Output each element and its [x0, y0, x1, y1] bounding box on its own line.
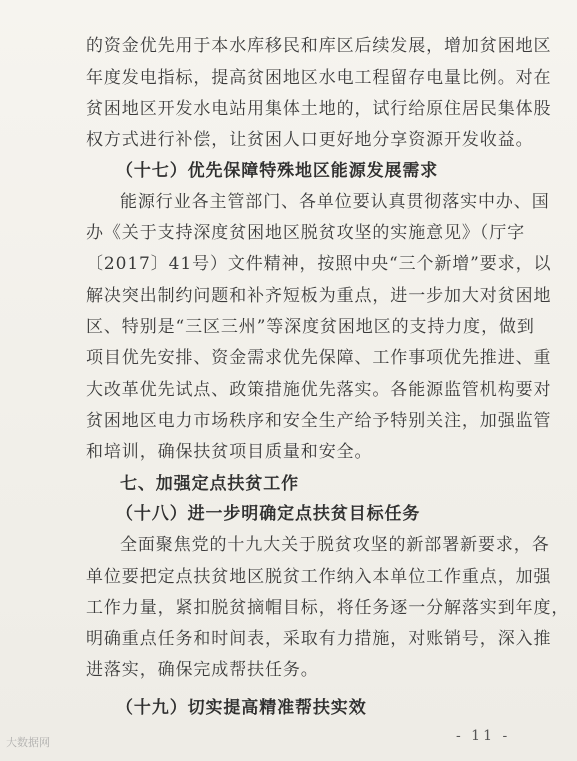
line-text: 进落实，确保完成帮扶任务。 — [86, 660, 319, 680]
line-text: 贫困地区电力市场秩序和安全生产给予特别关注，加强监管 — [86, 411, 552, 431]
page-number: - 11 - — [456, 728, 511, 744]
line-text: 贫困地区开发水电站用集体土地的，试行给原住居民集体股 — [86, 99, 552, 119]
line-text: 权方式进行补偿，让贫困人口更好地分享资源开发收益。 — [86, 130, 534, 150]
line-text: 的资金优先用于本水库移民和库区后续发展，增加贫困地区 — [86, 36, 552, 56]
watermark: 大数据网 — [6, 736, 50, 749]
heading-text: 七、加强定点扶贫工作 — [120, 474, 299, 494]
line-text: 项目优先安排、资金需求优先保障、工作事项优先推进、重 — [86, 348, 552, 368]
heading-text: （十七）优先保障特殊地区能源发展需求 — [116, 161, 439, 181]
line-text: 办《关于支持深度贫困地区脱贫攻坚的实施意见》（厅字 — [86, 223, 525, 243]
line-text: 全面聚焦党的十九大关于脱贫攻坚的新部署新要求，各 — [120, 535, 550, 555]
line-text: 区、特别是“三区三州”等深度贫困地区的支持力度，做到 — [86, 317, 535, 337]
heading-text: （十八）进一步明确定点扶贫目标任务 — [116, 504, 421, 524]
line-text: 和培训，确保扶贫项目质量和安全。 — [86, 442, 373, 462]
line-text: 工作力量，紧扣脱贫摘帽目标，将任务逐一分解落实到年度， — [86, 598, 570, 618]
heading-text: （十九）切实提高精准帮扶实效 — [116, 698, 367, 718]
line-text: 年度发电指标，提高贫困地区水电工程留存电量比例。对在 — [86, 68, 552, 88]
line-text: 大改革优先试点、政策措施优先落实。各能源监管机构要对 — [86, 380, 552, 400]
line-text: 能源行业各主管部门、各单位要认真贯彻落实中办、国 — [120, 192, 550, 212]
line-text: 〔2017〕41号）文件精神，按照中央“三个新增”要求，以 — [86, 254, 552, 274]
line-text: 明确重点任务和时间表，采取有力措施，对账销号，深入推 — [86, 629, 552, 649]
line-text: 单位要把定点扶贫地区脱贫工作纳入本单位工作重点，加强 — [86, 567, 552, 587]
line-text: 解决突出制约问题和补齐短板为重点，进一步加大对贫困地 — [86, 286, 552, 306]
